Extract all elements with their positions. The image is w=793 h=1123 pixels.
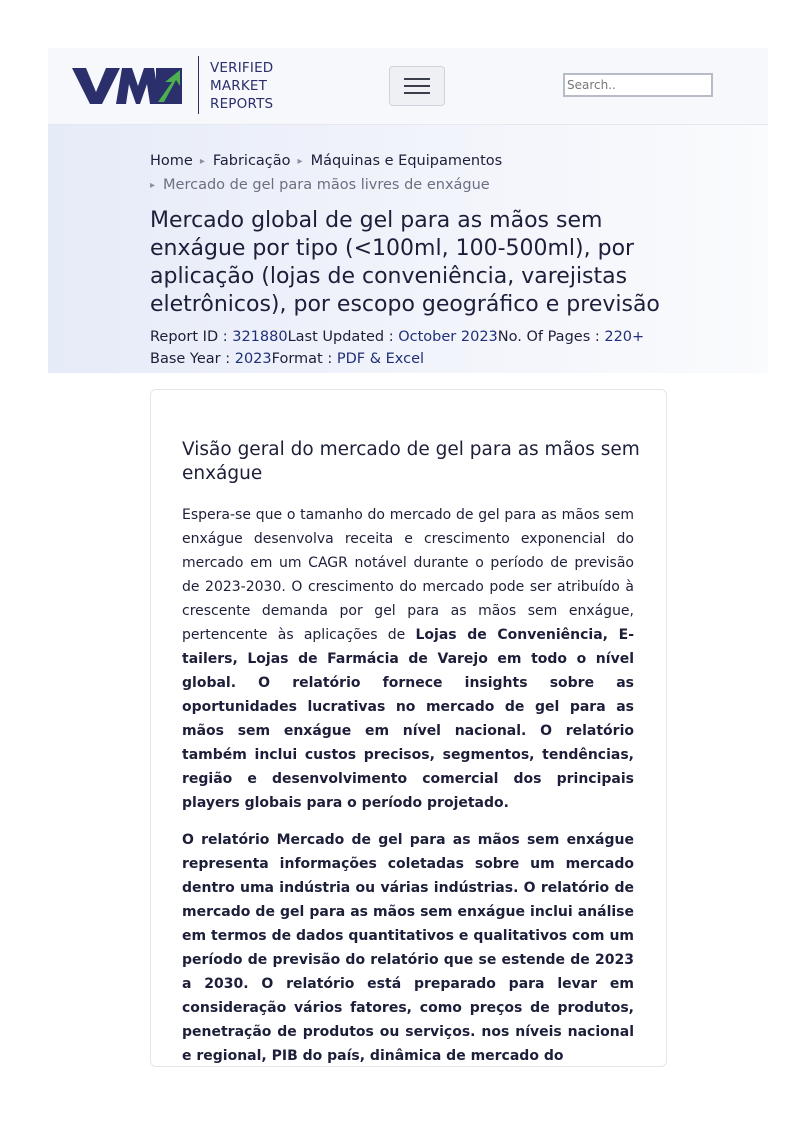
hamburger-bar [404,85,430,87]
site-header [48,48,768,125]
search-input[interactable] [563,73,713,97]
logo-wordmark[interactable] [210,59,273,113]
format-value: PDF & Excel [336,351,425,367]
chevron-right-icon: ▸ [150,180,156,191]
logo-line: MARKET [210,78,268,94]
breadcrumb-subcategory-link[interactable]: Máquinas e Equipamentos [310,153,503,169]
hamburger-bar [404,78,430,80]
overview-paragraph-2: O relatório Mercado de gel para as mãos sem enxágue representa informações coletadas sobre um mercado dentro uma indústria ou várias indústrias. O relatório de mercado de gel para as mãos sem enxágue inclui análise em termos de dados quantitativos e qualitativos com um período de previsão do relatório que se estende de 2023 a 2030. O relatório está preparado para levar em consideração vários fatores, como preços de produtos, penetração de produtos ou serviços. nos níveis nacional e regional, PIB do país, dinâmica de mercado do [182,832,634,1064]
breadcrumb [150,149,502,197]
logo-divider [198,56,199,114]
chevron-right-icon: ▸ [297,156,303,167]
report-hero [48,125,768,373]
breadcrumb-current: Mercado de gel para mãos livres de enxágue [163,177,490,193]
paragraph-bold-text: Lojas de Conveniência, E-tailers, Lojas de Farmácia de Varejo em todo o nível global. O relatório fornece insights sobre as oportunidades lucrativas no mercado de gel para as mãos sem enxágue em nível nacional. O relatório também inclui custos precisos, segmentos, tendências, região e desenvolvimento comercial dos principais players globais para o período projetado. [182,627,635,811]
logo-line: REPORTS [210,96,274,112]
page-title: Mercado global de gel para as mãos sem enxágue por tipo (<100ml, 100-500ml), por aplicação (lojas de conveniência, varejistas eletrônicos), por escopo geográfico e previsão [150,208,660,317]
report-id-label: Report ID : [150,329,233,345]
report-meta [150,326,644,370]
overview-card [150,389,667,1067]
hamburger-menu-button[interactable] [389,66,445,106]
breadcrumb-home-link[interactable]: Home [150,153,193,169]
pages-value: 220+ [604,329,645,345]
paragraph-text: Espera-se que o tamanho do mercado de gel para as mãos sem enxágue desenvolva receita e crescimento exponencial do mercado em um CAGR notável durante o período de previsão de 2023-2030. O crescimento do mercado pode ser atribuído à crescente demanda por gel para as mãos sem enxágue, pertencente às aplicações de [182,507,634,643]
chevron-right-icon: ▸ [199,156,205,167]
last-updated-label: Last Updated : [287,329,399,345]
report-id-value: 321880 [232,329,288,345]
pages-label: No. Of Pages : [497,329,605,345]
logo-line: VERIFIED [210,60,274,76]
last-updated-value: October 2023 [398,329,498,345]
overview-heading: Visão geral do mercado de gel para as mãos sem enxágue [182,439,640,484]
base-year-value: 2023 [234,351,272,367]
format-label: Format : [271,351,337,367]
base-year-label: Base Year : [150,351,235,367]
overview-paragraph-1 [182,503,634,815]
vmr-logo-icon[interactable] [72,66,184,106]
hamburger-bar [404,92,430,94]
breadcrumb-category-link[interactable]: Fabricação [212,153,291,169]
